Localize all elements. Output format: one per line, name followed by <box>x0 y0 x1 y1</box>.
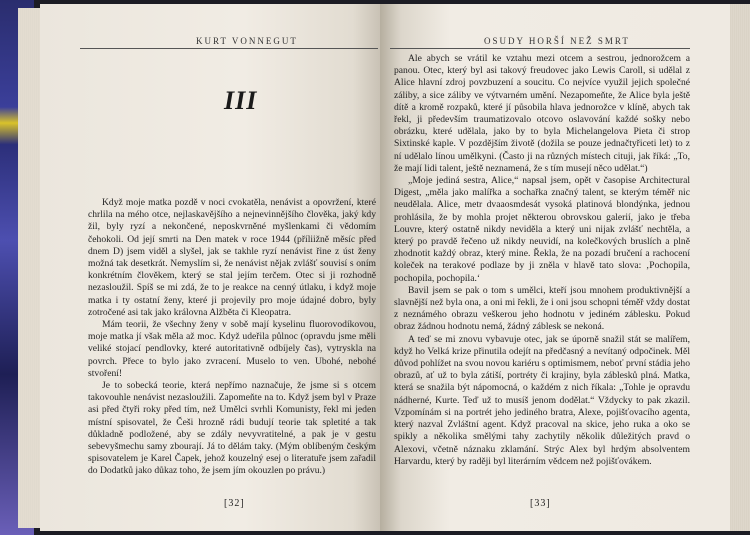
right-page <box>380 4 730 531</box>
paragraph: A teď se mi znovu vybavuje otec, jak se úporně snažil stát se malířem, když ho Velká krize přinutila odejít na předčasný a nevítaný odpočinek. Měl důvod pohlížet na svou novou kariéru s optimismem, neboť první stádia jeho obrazů, ať už to byla zátiší, portréty či krajiny, byla záblesků plná. Matka, která se snažila být nápomocná, o každém z nich říkala: „Tohle je opravdu nádherné, Kurte. Teď už to musíš jenom dodělat.“ Vždycky to pak zkazil. Vzpomínám si na portrét jeho jediného bratra, Alexe, pojišťovacího agenta, který nazval Zvláštní agent. Když pracoval na skice, jeho ruka a oko se spikly a několika smělými tahy zachytily několik důležitých pravd o Alexovi, včetně náznaku zklamání. Strýc Alex byl hrdým absolventem Harvardu, který by raději byl literárním vědcem než pojišťovákem. <box>394 333 690 467</box>
chapter-number: III <box>224 86 258 115</box>
left-page-body <box>88 197 376 478</box>
paragraph: Bavil jsem se pak o tom s umělci, kteří jsou mnohem produktivnější a slavnější než byla ona, a oni mi řekli, že i oni jsou schopni téměř vždy dostat z neznámého obrazu veškerou jeho hodnotu v jediném záblesku. Pokud obraz žádnou hodnotu nemá, žádný záblesk se nekoná. <box>394 284 690 333</box>
header-rule-right <box>390 48 690 49</box>
left-page <box>40 4 380 531</box>
paragraph: „Moje jediná sestra, Alice,“ napsal jsem, opět v časopise Architectural Digest, „měla jako malířka a sochařka značný talent, se kterým téměř nic neudělala. Alice, metr dvaaosmdesát vysoká platinová blondýnka, jednou prohlásila, že by mohla projet některou obrovskou galerií, jako je třeba Louvre, který ostatně nikdy neviděla a který uni nijak zvlášť nechtěla, a který po pravdě řečeno už nikdy neuvidí, na kolečkových bruslích a plně zhodnotit každý obraz, který mine. Řekla, že na pozadí bručení a rachocení koleček na terakové podlaze by ji zněla v hlavě tato slova: ‚Pochopila, pochopila, pochopila.‘ <box>394 175 690 284</box>
page-number-right: [33] <box>530 498 551 509</box>
page-edges-right <box>730 4 750 531</box>
paragraph: Ale abych se vrátil ke vztahu mezi otcem a sestrou, jednorožcem a panou. Otec, který byl asi takový freudovec jako Lewis Caroll, si udělal z Alice hlavní zdroj povzbuzení a soucitu. Co nejvíce využil jejich společné záliby, a sice záliby ve výtvarném umění. Nezapomeňte, že Alice byla ještě dítě a kromě rozpaků, které jí působila hlava jednorožce v klíně, abych tak řekl, ji především traumatizovalo otcovo oslavování každé sošky nebo obrázku, které udělala, jako by to byla Michelangelova Pieta či strop Sixtinské kaple. V pozdějším životě (dožila se pouze jednačtyřiceti let) to z ní udělalo línou umělkyni. (Často ji na různých místech cituji, jak říká: „To, že mají lidi talent, ještě neznamená, že s tím musejí něco udělat.“) <box>394 53 690 174</box>
paragraph: Mám teorii, že všechny ženy v sobě mají kyselinu fluorovodíkovou, moje matka jí však měla až moc. Když udeřila půlnoc (opravdu jsme měli veliké stojací pendlovky, které autoritativně odbíjely čas), vytryskla na povrch. Přece to bylo jako zvracení. Muselo to ven. Ubohé, nebohé stvoření! <box>88 319 376 379</box>
page-stack <box>18 8 42 528</box>
header-rule-left <box>80 48 378 49</box>
page-number-left: [32] <box>224 498 245 509</box>
running-head-right: OSUDY HORŠÍ NEŽ SMRT <box>484 36 630 46</box>
paragraph: Je to sobecká teorie, která nepřímo naznačuje, že jsme si s otcem takovouhle nenávist nezasloužili. Zapomeňte na to. Když jsem byl v Praze asi před čtyři roky před tím, než Umělci svrhli Komunisty, řekl mi jeden místní spisovatel, že Češi hrozně rádi budují teorie tak spletité a tak důkladně podložené, aby se zdály nevyvratitelné, a pak je v gestu sebevyšmechu samy zbourají. Já to dělám taky. (Mým oblíbeným českým spisovatelem je Karel Čapek, jehož kouzelný esej o literatuře jsem zařadil do Dodatků jako důkaz toho, že jsem jím okouzlen po právu.) <box>88 380 376 477</box>
running-head-left: KURT VONNEGUT <box>196 36 298 46</box>
right-page-body <box>394 53 690 468</box>
paragraph: Když moje matka pozdě v noci cvokatěla, nenávist a opovržení, které chrlila na mého otce, nejlaskavějšího a nejnevinnějšího člověka, jaký kdy žil, byly ryzí a nekončené, neposkvrněné myšlenkami či vědomím čehokoli. Od její smrti na Den matek v roce 1944 (příliižně měsíc před dnem D) jsem viděl a slyšel, jak se takhle ryzí nenávist řine z úst ženy možná tak desetkrát. Nemyslím si, že nenávist nějak zvlášť souvisí s oním konkrétním člověkem, který se stal jejím terčem. Otec si ji rozhodně nezasloužil. Spíš se mi zdá, že to je reakce na cenný útlaku, i když moje matka i ty ostatní ženy, které ji projevily pro moje údajné dobro, byly zotročené asi tak jako královna Alžběta či Kleopatra. <box>88 197 376 318</box>
